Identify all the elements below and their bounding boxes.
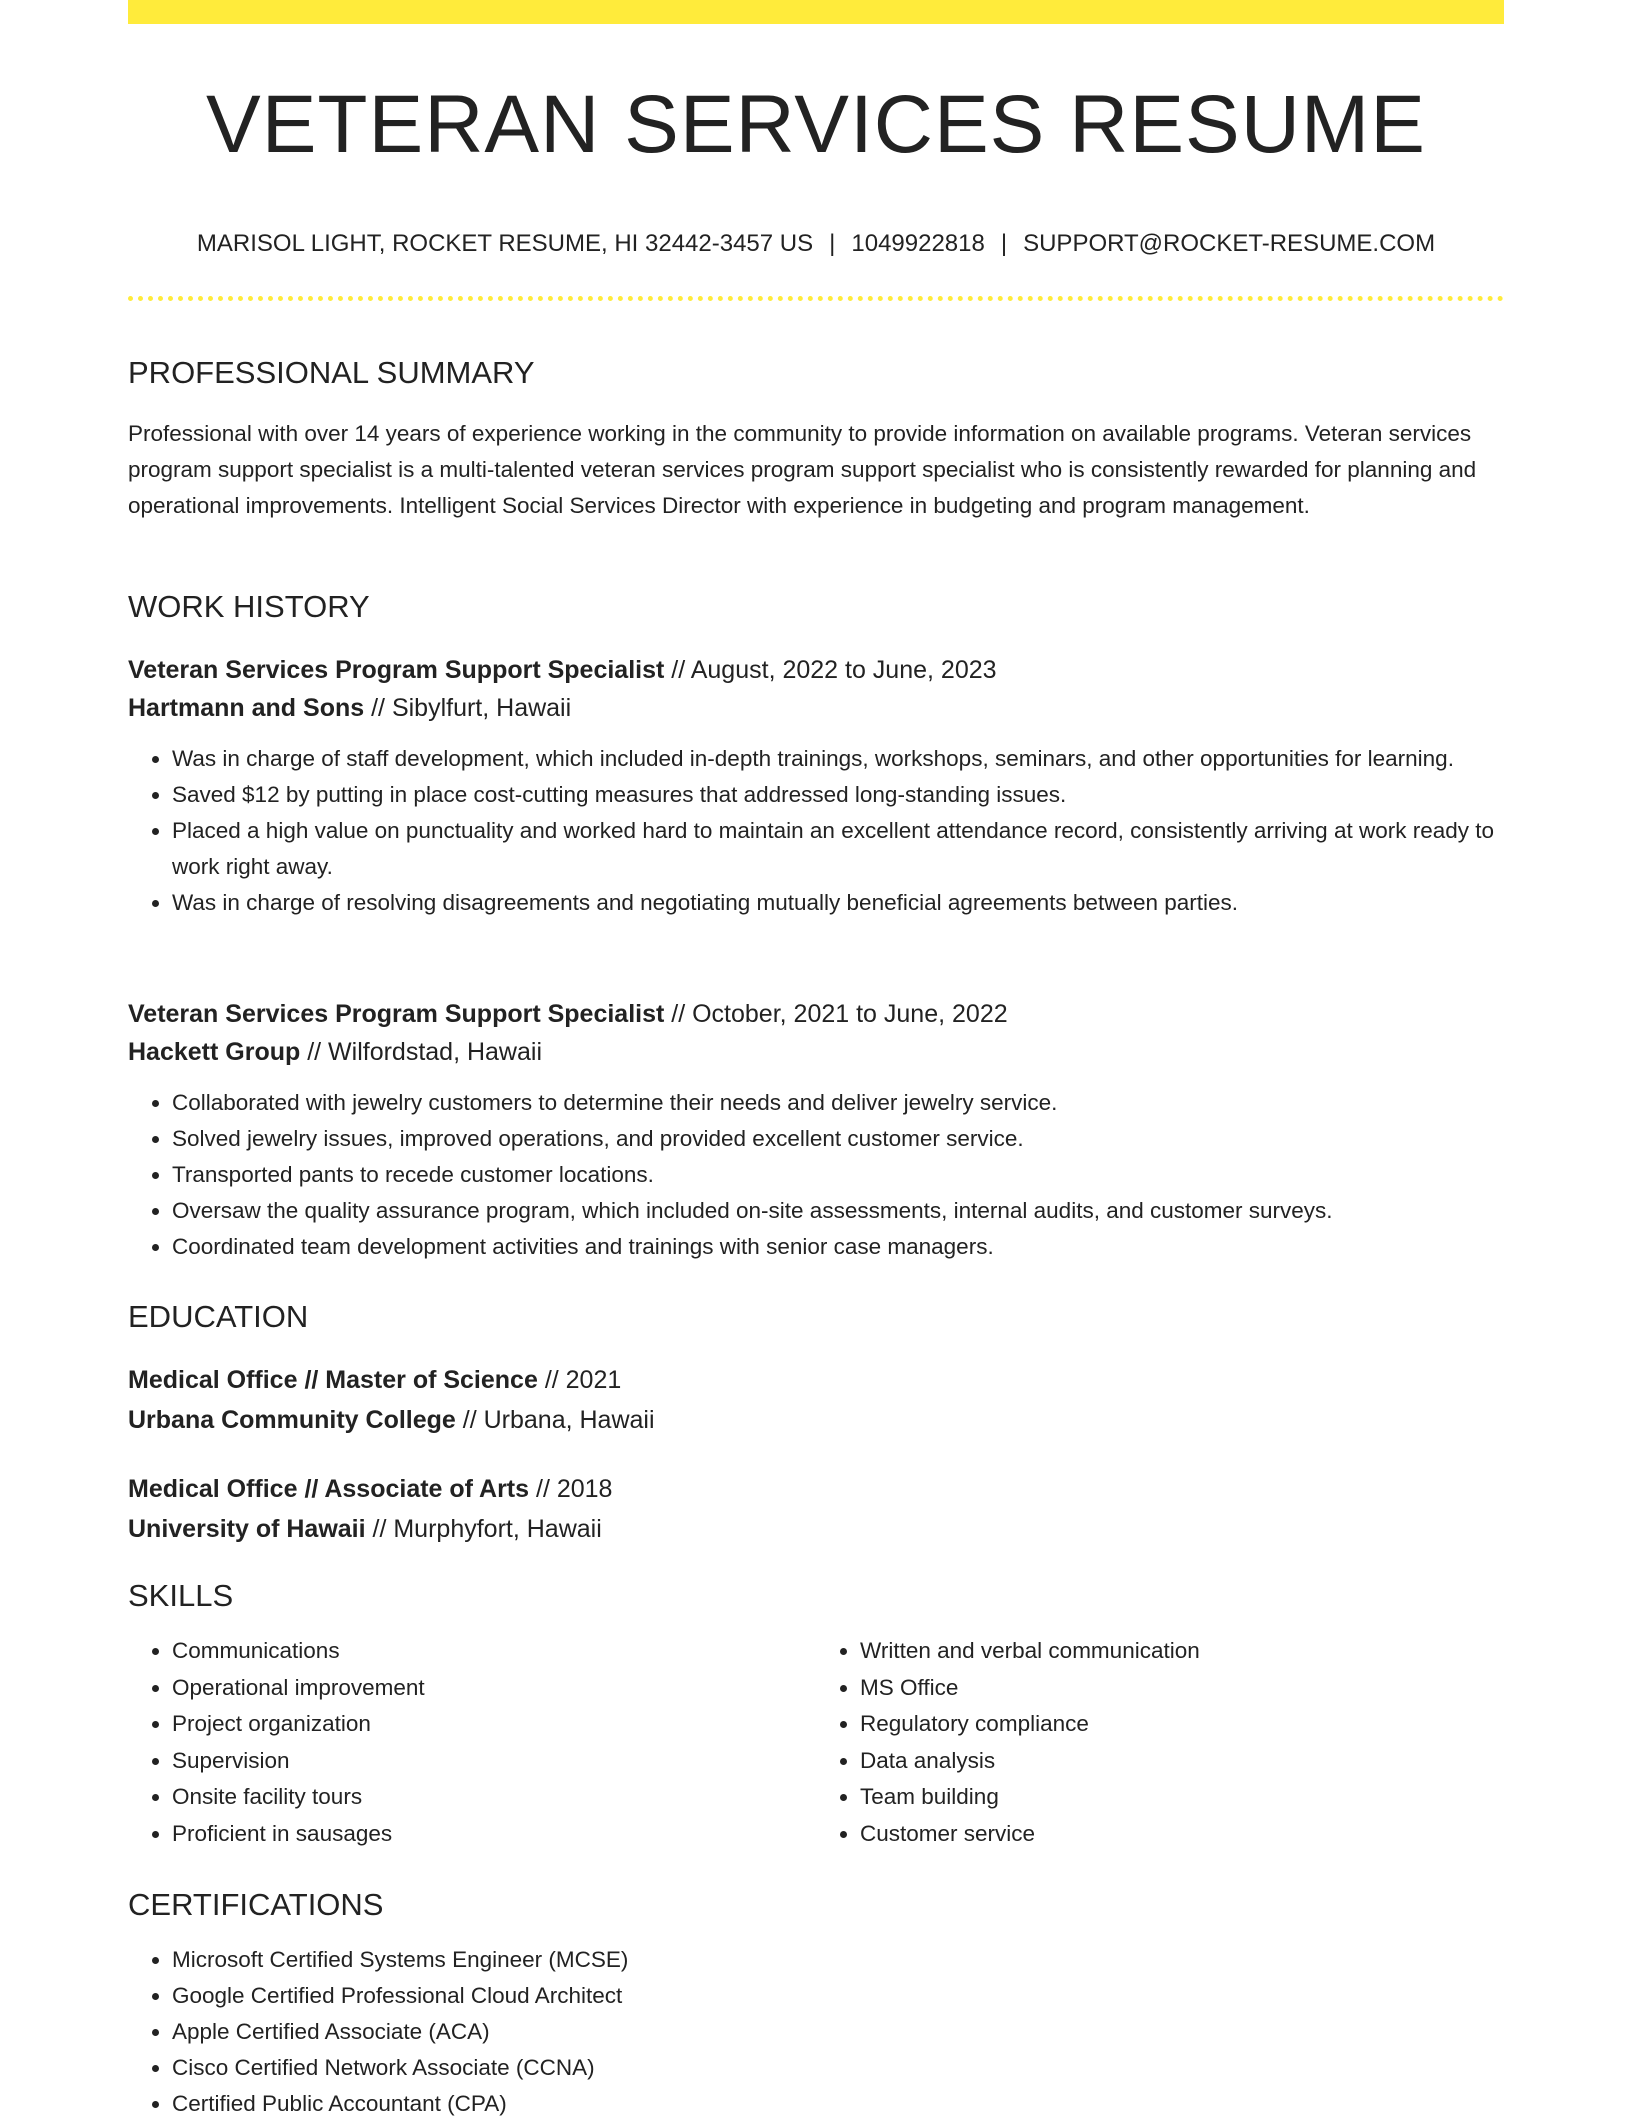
certifications-list [128,1942,1504,2122]
education-degree-line [128,1360,1504,1400]
list-item: • Was in charge of staff development, which included in-depth trainings, workshops, seminars, and other opportunities for learning. [172,741,1504,777]
skills-heading: SKILLS [128,1578,234,1613]
certifications-section [128,1889,1504,2122]
list-item: • Oversaw the quality assurance program, which included on-site assessments, internal audits, and customer surveys. [172,1193,1504,1229]
education-year: // 2018 [529,1475,613,1503]
list-item: • Apple Certified Associate (ACA) [172,2014,1504,2050]
list-item: • Regulatory compliance [860,1706,1504,1743]
contact-separator: | [829,230,836,257]
list-item: • Collaborated with jewelry customers to determine their needs and deliver jewelry service. [172,1085,1504,1121]
list-item: • Onsite facility tours [172,1779,816,1816]
list-item: • Placed a high value on punctuality and worked hard to maintain an excellent attendance record, consistently arriving at work ready to work right away. [172,813,1504,885]
list-item: • Solved jewelry issues, improved operations, and provided excellent customer service. [172,1121,1504,1157]
job-title: Veteran Services Program Support Specialist [128,656,665,684]
contact-separator: | [1000,230,1008,257]
list-item: • Operational improvement [172,1670,816,1707]
list-item: • Google Certified Professional Cloud Architect [172,1978,1504,2014]
job-dates: // October, 2021 to June, 2022 [664,1000,1008,1028]
work-history-section [128,591,1504,622]
work-history-heading: WORK HISTORY [128,589,370,624]
list-item: • Was in charge of resolving disagreements and negotiating mutually beneficial agreements between parties. [172,885,1504,921]
job-entry [128,651,1504,921]
top-accent-bar [128,0,1504,24]
education-degree: Medical Office // Master of Science [128,1366,538,1394]
list-item: • Proficient in sausages [172,1816,816,1853]
list-item: • Certified Public Accountant (CPA) [172,2086,1504,2122]
summary-heading: PROFESSIONAL SUMMARY [128,355,535,390]
education-heading: EDUCATION [128,1299,309,1334]
list-item: • Microsoft Certified Systems Engineer (MCSE) [172,1942,1504,1978]
job-title-line [128,651,1504,689]
job-location: // Wilfordstad, Hawaii [300,1038,543,1066]
contact-email: SUPPORT@ROCKET-RESUME.COM [1023,230,1436,257]
job-title-line [128,995,1504,1033]
skills-section [128,1580,1504,1852]
job-dates: // August, 2022 to June, 2023 [664,656,997,684]
certifications-heading: CERTIFICATIONS [128,1887,384,1922]
education-year: // 2021 [537,1366,622,1394]
list-item: • MS Office [860,1670,1504,1707]
education-location: // Murphyfort, Hawaii [365,1515,602,1543]
education-location: // Urbana, Hawaii [455,1406,655,1434]
dotted-divider [128,296,1504,301]
list-item: • Project organization [172,1706,816,1743]
list-item: • Data analysis [860,1743,1504,1780]
job-bullets [128,741,1504,921]
job-entry [128,995,1504,1265]
list-item: • Written and verbal communication [860,1633,1504,1670]
resume-page [128,0,1504,2116]
education-school-line [128,1509,1504,1549]
job-company: Hartmann and Sons [128,694,365,722]
job-company: Hackett Group [128,1038,301,1066]
list-item: • Communications [172,1633,816,1670]
job-title: Veteran Services Program Support Specialist [128,1000,665,1028]
resume-title: VETERAN SERVICES RESUME [206,79,1426,170]
education-entry [128,1469,1504,1549]
list-item: • Cisco Certified Network Associate (CCNA) [172,2050,1504,2086]
summary-section [128,357,1504,524]
job-company-line [128,1033,1504,1071]
job-location: // Sibylfurt, Hawaii [364,694,572,722]
education-entry [128,1360,1504,1440]
list-item: • Team building [860,1779,1504,1816]
list-item: • Supervision [172,1743,816,1780]
education-school: University of Hawaii [128,1515,366,1543]
skills-list-left [128,1633,816,1852]
list-item: • Coordinated team development activities and trainings with senior case managers. [172,1229,1504,1265]
summary-text: Professional with over 14 years of experience working in the community to provide information on available programs. Veteran services program support specialist is a multi-talented veteran services program support specialist who is consistently rewarded for planning and operational improvements. Intelligent Social Services Director with experience in budgeting and program management. [128,421,1477,518]
skills-columns [128,1633,1504,1852]
contact-address: MARISOL LIGHT, ROCKET RESUME, HI 32442-3457 US [196,230,814,257]
job-company-line [128,689,1504,727]
contact-line [128,232,1504,256]
list-item: • Saved $12 by putting in place cost-cutting measures that addressed long-standing issues. [172,777,1504,813]
education-degree: Medical Office // Associate of Arts [128,1475,530,1503]
education-section [128,1301,1504,1332]
list-item: • Customer service [860,1816,1504,1853]
education-school: Urbana Community College [128,1406,456,1434]
education-degree-line [128,1469,1504,1509]
skills-list-right [816,1633,1504,1852]
education-school-line [128,1400,1504,1440]
job-bullets [128,1085,1504,1265]
list-item: • Transported pants to recede customer locations. [172,1157,1504,1193]
contact-phone: 1049922818 [851,230,985,257]
